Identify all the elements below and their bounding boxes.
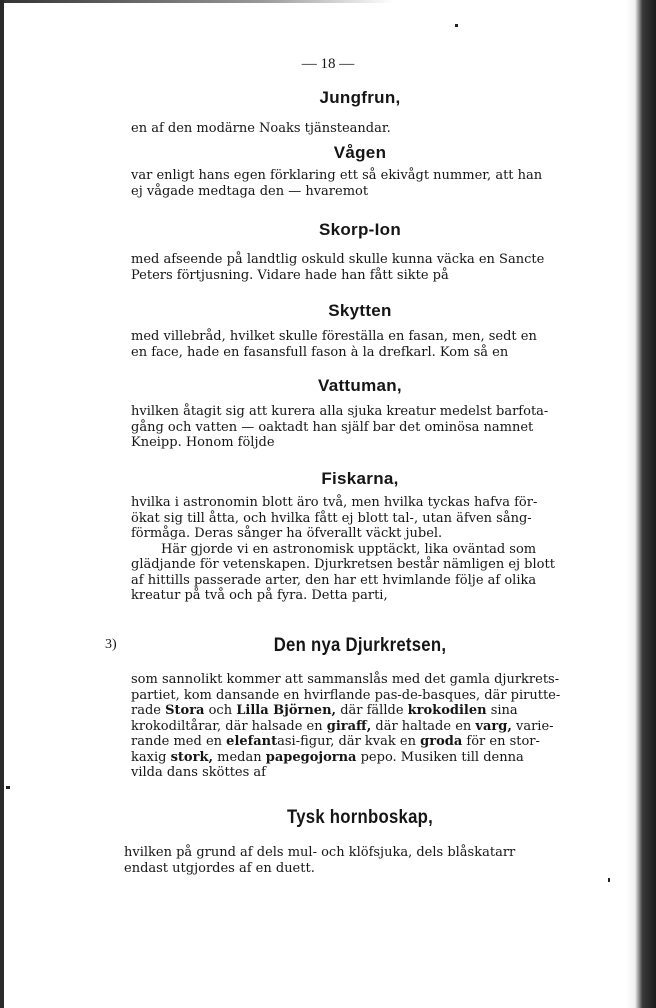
heading-tysk-hornboskap: Tysk hornboskap, <box>286 807 434 828</box>
heading-vagen: Vågen <box>333 143 387 162</box>
heading-den-nya-djurkretsen: Den nya Djurkretsen, <box>273 635 447 656</box>
paragraph-den-nya-djurkretsen <box>131 672 587 781</box>
text-line: hvilken åtagit sig att kurera alla sjuka kreatur medelst barfota- <box>131 404 549 419</box>
text-line <box>131 703 587 719</box>
paragraph-vagen <box>131 168 587 199</box>
heading-skytten: Skytten <box>328 301 392 320</box>
text-fragment: pepo. Musiken till denna <box>360 749 524 765</box>
text-fragment: där fällde <box>340 703 404 718</box>
text-line <box>131 734 587 750</box>
text-fragment: krokodiltårar, där halsade en <box>131 718 323 734</box>
heading-skorp-ion: Skorp-Ion <box>318 220 402 239</box>
keyword-papegojorna: papegojorna <box>265 749 357 765</box>
text-fragment: och <box>208 703 233 718</box>
text-fragment: för en stor- <box>466 734 540 749</box>
heading-jungfrun: Jungfrun, <box>319 88 401 107</box>
text-line: Peters förtjusning. Vidare hade han fått sikte på <box>131 267 449 283</box>
keyword-elefant: elefant <box>226 734 278 749</box>
heading-vattuman: Vattuman, <box>318 376 402 395</box>
text-line: kreatur på två och på fyra. Detta parti, <box>131 588 388 603</box>
footnote-marker: 3) <box>105 637 117 652</box>
text-line: ökat sig till åtta, och hvilka fått ej blott tal-, utan äfven sång- <box>131 510 532 526</box>
text-fragment: rande med en <box>131 734 223 749</box>
paragraph-skorp-ion <box>131 252 587 283</box>
text-fragment: där haltade en <box>375 718 472 734</box>
text-line: af hittills passerade arter, den har ett hvimlande följe af olika <box>131 572 537 588</box>
page-number: — 18 — <box>301 56 355 72</box>
text-fragment: asi-figur, där kvak en <box>277 734 416 749</box>
text-line: en af den modärne Noaks tjänsteandar. <box>131 121 391 136</box>
text-fragment: medan <box>217 749 262 765</box>
text-line: som sannolikt kommer att sammanslås med det gamla djurkrets- <box>131 672 560 687</box>
keyword-groda: groda <box>420 734 463 749</box>
scan-edge-top <box>0 0 656 3</box>
scan-speck <box>6 786 10 789</box>
text-line: partiet, kom dansande en hvirflande pas-de-basques, där pirutte- <box>131 687 561 703</box>
text-line: med villebråd, hvilket skulle föreställa en fasan, men, sedt en <box>131 329 537 344</box>
keyword-lilla-bjornen: Lilla Björnen, <box>236 703 337 718</box>
paragraph-vattuman <box>131 404 587 451</box>
keyword-krokodilen: krokodilen <box>407 703 487 718</box>
keyword-stora: Stora <box>165 703 205 718</box>
text-line <box>131 719 587 735</box>
text-line: glädjande för vetenskapen. Djurkretsen består nämligen ej blott <box>131 557 555 572</box>
heading-fiskarna: Fiskarna, <box>321 469 399 488</box>
text-fragment: sina <box>490 703 518 718</box>
keyword-varg: varg, <box>475 718 512 734</box>
text-line: ej vågade medtaga den — hvaremot <box>131 183 369 199</box>
scan-speck <box>608 878 610 882</box>
text-line: hvilka i astronomin blott äro två, men hvilka tyckas hafva för- <box>131 495 538 510</box>
text-line: hvilken på grund af dels mul- och klöfsjuka, dels blåskatarr <box>124 845 516 860</box>
text-line: Kneipp. Honom följde <box>131 435 275 450</box>
keyword-giraff: giraff, <box>326 718 372 734</box>
paragraph-tysk-hornboskap <box>124 845 580 876</box>
scan-speck <box>455 24 458 27</box>
paragraph-jungfrun <box>131 121 587 137</box>
text-line: förmåga. Deras sånger ha öfverallt väckt jubel. <box>131 526 443 541</box>
paragraph-skytten <box>131 329 587 360</box>
text-line: endast utgjordes af en duett. <box>124 860 315 876</box>
text-line: gång och vatten — oaktadt han själf bar det ominösa namnet <box>131 419 534 435</box>
text-fragment: rade <box>131 703 161 718</box>
text-line: var enligt hans egen förklaring ett så ekivågt nummer, att han <box>131 168 543 183</box>
text-line: Här gjorde vi en astronomisk upptäckt, lika oväntad som <box>161 541 537 557</box>
paragraph-fiskarna <box>131 495 587 604</box>
text-line: en face, hade en fasansfull fason à la drefkarl. Kom så en <box>131 344 509 360</box>
text-line: med afseende på landtlig oskuld skulle kunna väcka en Sancte <box>131 252 545 267</box>
text-line <box>131 750 587 766</box>
text-line: vilda dans sköttes af <box>131 765 266 780</box>
keyword-stork: stork, <box>170 749 213 765</box>
text-fragment: kaxig <box>131 749 167 765</box>
text-fragment: varie- <box>516 718 554 734</box>
